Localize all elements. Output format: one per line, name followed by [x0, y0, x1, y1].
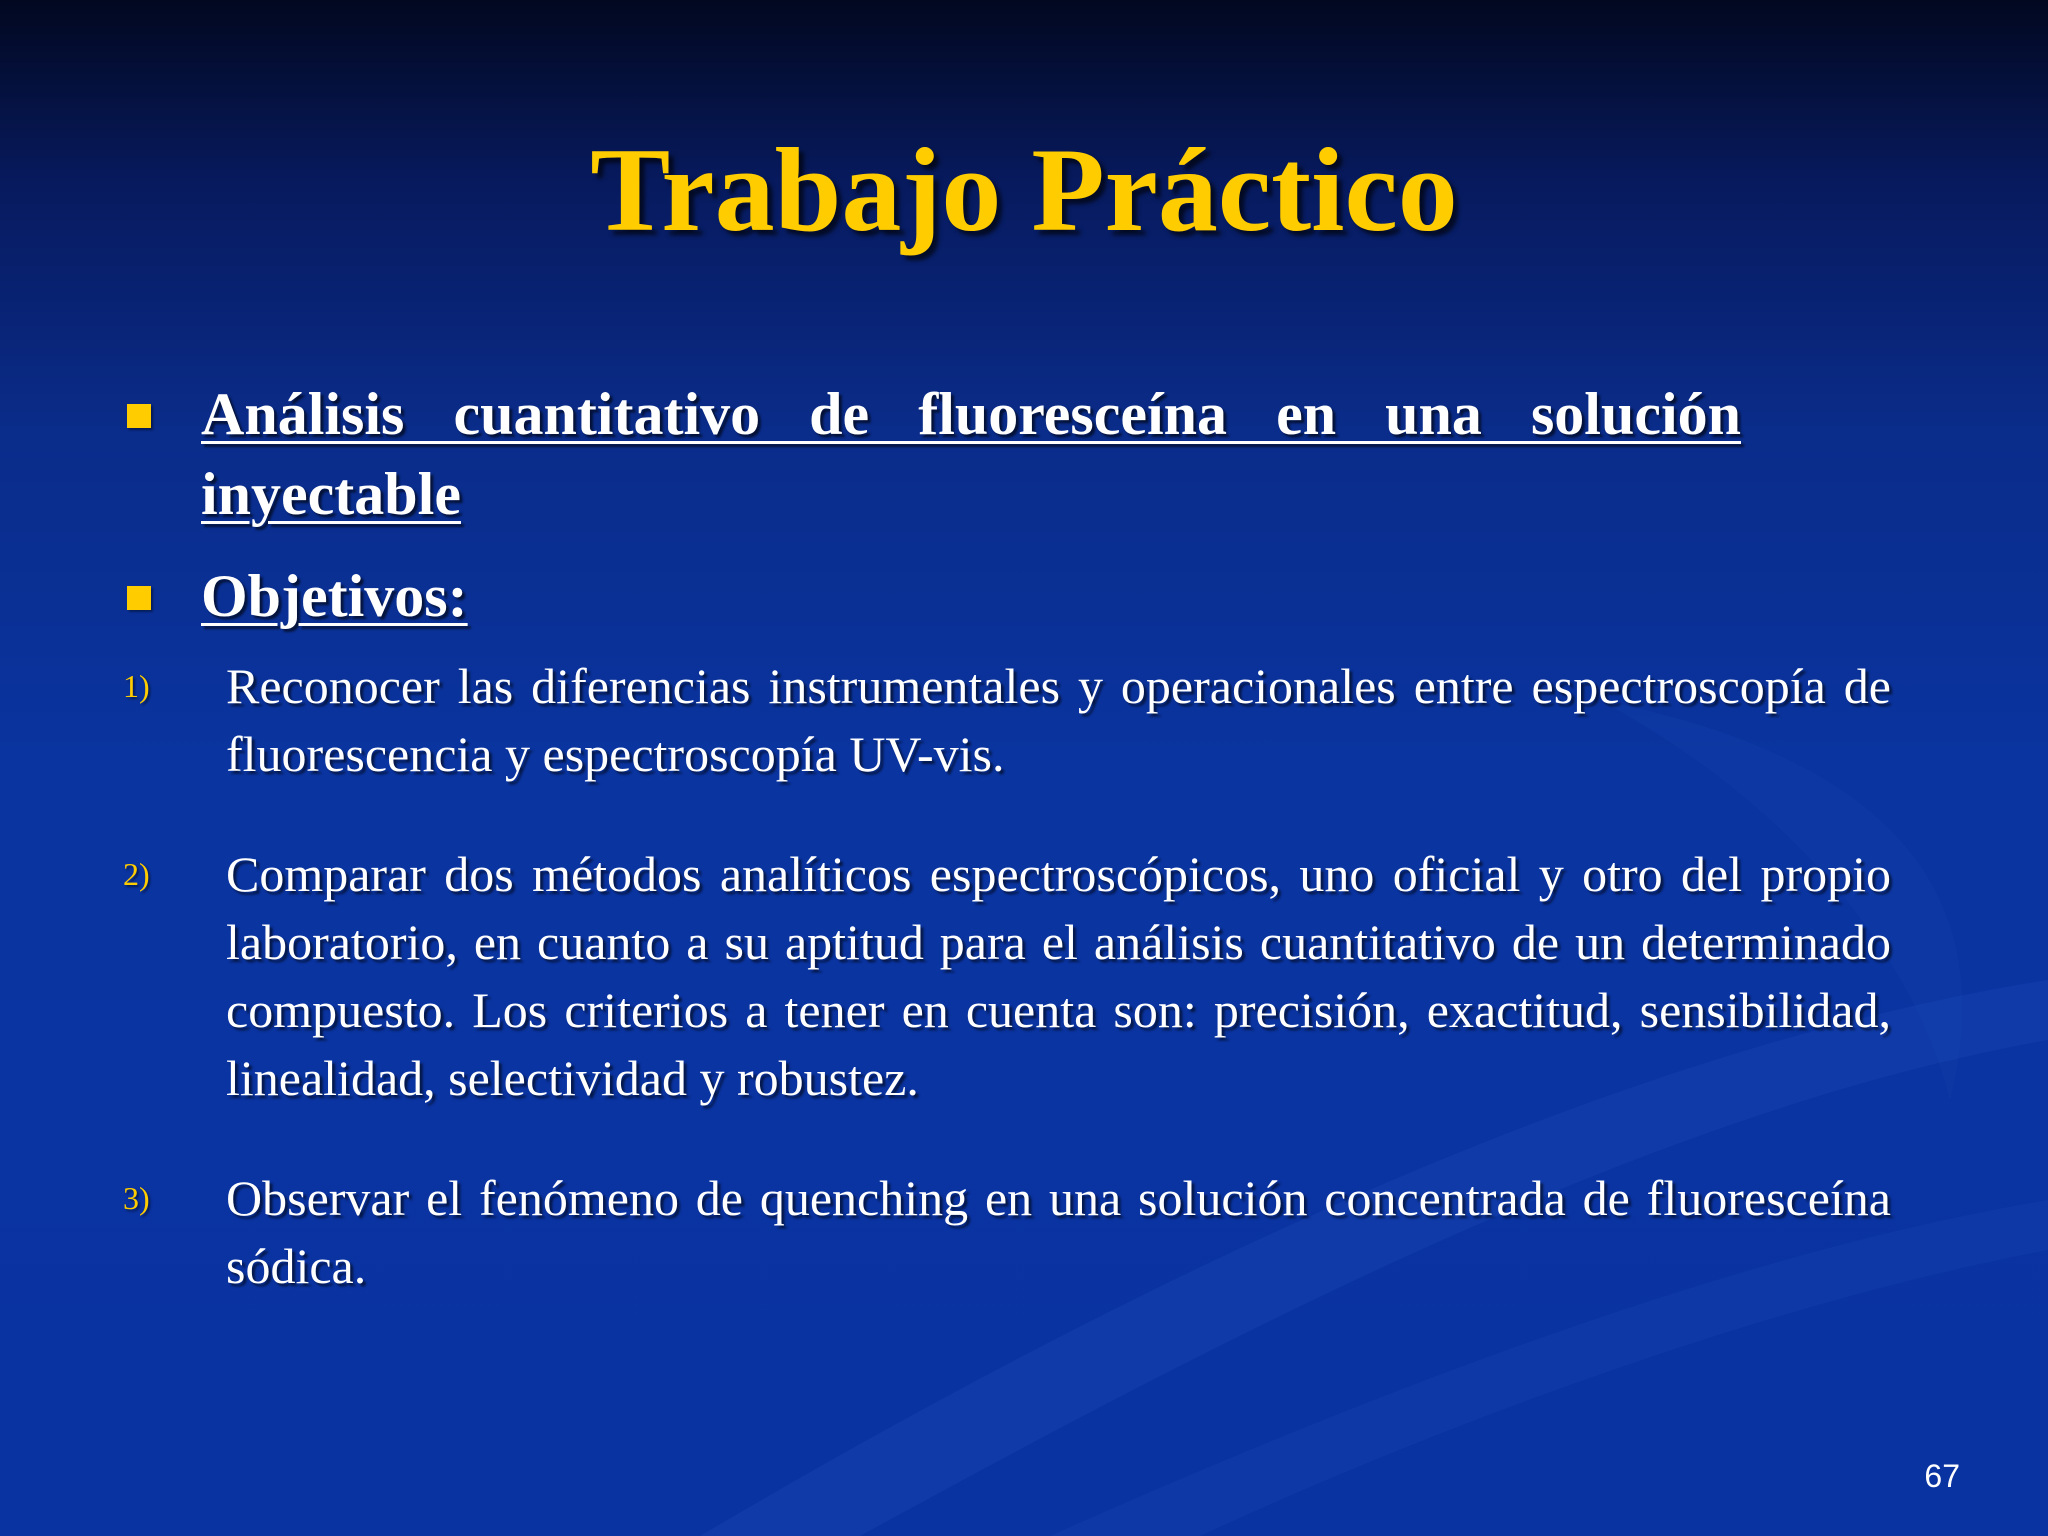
- bullet-topic-text: Análisis cuantitativo de fluoresceína en una solución inyectable: [201, 381, 1741, 527]
- objective-text: Observar el fenómeno de quenching en una solución concentrada de fluoresceína sódica.: [226, 1170, 1891, 1294]
- objective-text: Reconocer las diferencias instrumentales y operacionales entre espectroscopía de fluorescencia y espectroscopía UV-vis.: [226, 658, 1891, 782]
- objective-text: Comparar dos métodos analíticos espectroscópicos, uno oficial y otro del propio laboratorio, en cuanto a su aptitud para el análisis cuantitativo de un determinado compuesto. Los criterios a tener en cuenta son: precisión, exactitud, sensibilidad, linealidad, selectividad y robustez.: [226, 846, 1891, 1106]
- page-number: 67: [1924, 1458, 1960, 1494]
- slide-title: Trabajo Práctico: [590, 123, 1458, 256]
- bullet-square-icon: [127, 404, 151, 428]
- objective-number: 2): [123, 856, 150, 892]
- objective-number: 1): [123, 668, 150, 704]
- bullet-square-icon: [127, 586, 151, 610]
- bullet-objectives-text: Objetivos:: [201, 563, 468, 629]
- objective-number: 3): [123, 1180, 150, 1216]
